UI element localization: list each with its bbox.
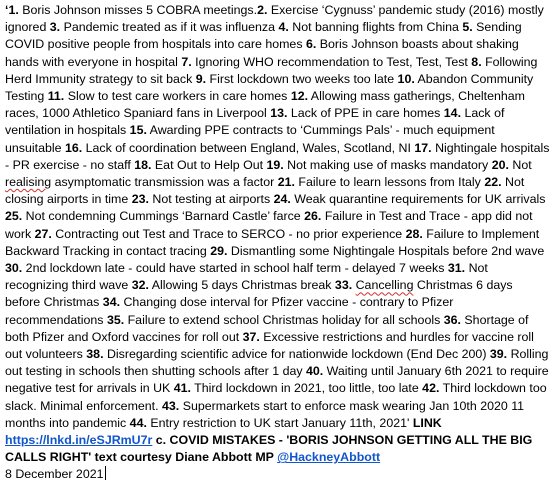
item-text: Changing dose interval for Pfizer vaccine - contrary to Pfizer recommendations: [5, 295, 454, 327]
mention-hackney-abbott[interactable]: @HackneyAbbott: [277, 450, 381, 465]
item-number: 44.: [129, 415, 147, 430]
item-text: Not banning flights from China: [288, 20, 463, 35]
item-text: Not making use of masks mandatory: [283, 157, 492, 172]
item-text: Entry restriction to UK start January 11th, 2021': [146, 415, 413, 430]
link-label: LINK: [412, 415, 442, 430]
item-text: 2nd lockdown late - could have started in school half term - delayed 7 weeks: [22, 261, 448, 276]
item-number: 7.: [181, 54, 192, 69]
mistakes-paragraph[interactable]: [5, 2, 551, 466]
item-number: 34.: [102, 295, 121, 310]
text-cursor: [105, 466, 106, 480]
item-text: Lack of ventilation in hospitals: [5, 106, 505, 138]
item-number: 31.: [447, 261, 466, 276]
item-text: Ignoring WHO recommendation to Test, Test, Test: [191, 54, 472, 69]
item-number: 21.: [277, 175, 295, 190]
item-number: 11.: [47, 89, 65, 104]
item-number: 36.: [443, 312, 461, 327]
item-number: 16.: [64, 140, 83, 155]
item-number: 8.: [471, 54, 482, 69]
item-text: Slow to test care workers in care homes: [64, 89, 291, 104]
item-text: Third lockdown too slack. Minimal enforcement.: [5, 381, 547, 413]
item-number: 22.: [484, 175, 502, 190]
item-number: 9.: [195, 71, 207, 86]
post-date: 8 December 2021: [5, 467, 104, 482]
item-text: Not testing at airports: [148, 192, 274, 207]
item-number: 28.: [405, 226, 423, 241]
item-text-continued: Christmas 6 days before Christmas: [5, 278, 513, 310]
item-text: Failure in Test and Trace - app did not work: [5, 209, 533, 241]
item-text: Nightingale hospitals - PR exercise - no staff: [5, 140, 550, 172]
item-number: 6.: [305, 37, 317, 52]
item-text: Dismantling some Nightingale Hospitals before 2nd wave: [227, 243, 545, 258]
shortened-link[interactable]: https://lnkd.in/eSJRmU7r: [5, 433, 153, 448]
item-text: Not closing airports in time: [5, 175, 525, 207]
item-text: Abandon Community Testing: [5, 71, 534, 104]
item-text: Weak quarantine requirements for UK arrivals: [290, 192, 546, 207]
item-number: 37.: [242, 329, 260, 344]
item-number: 30.: [5, 261, 23, 276]
item-text: Failure to extend school Christmas holiday for all schools: [124, 312, 444, 327]
closing-text: c. COVID MISTAKES - 'BORIS JOHNSON GETTING ALL THE BIG CALLS RIGHT' text courtesy Diane Abbott MP: [5, 433, 533, 465]
item-text: Not condemning Cummings ‘Barnard Castle’ farce: [22, 209, 305, 224]
item-number: 19.: [266, 157, 284, 172]
item-text: Lack of PPE in care homes: [287, 106, 444, 121]
item-text: Contracting out Test and Trace to SERCO - no prior experience: [51, 226, 406, 241]
item-number: 23.: [131, 192, 149, 207]
item-number: 42.: [422, 381, 440, 396]
item-number: 33.: [334, 278, 353, 293]
item-text: First lockdown two weeks too late: [206, 71, 398, 86]
item-number: 24.: [273, 192, 291, 207]
item-text: Pandemic treated as if it was influenza: [60, 20, 279, 35]
item-number: 17.: [414, 140, 432, 155]
item-number: ‘1.: [5, 3, 19, 17]
item-text: Shortage of both Pfizer and Oxford vaccines for roll out: [5, 312, 529, 344]
item-text: Failure to learn lessons from Italy: [294, 175, 485, 190]
item-number: 13.: [270, 106, 288, 121]
item-number: 35.: [106, 312, 125, 327]
item-text: Following Herd Immunity strategy to sit back: [5, 54, 538, 86]
item-text: Boris Johnson boasts about shaking hands with everyone in hospital: [5, 37, 519, 69]
item-number: 38.: [86, 347, 104, 362]
item-number: 39.: [489, 347, 508, 362]
item-text: Allowing 5 days Christmas break: [148, 278, 335, 293]
item-number: 15.: [129, 123, 147, 138]
item-number: 4.: [278, 20, 289, 35]
misspelled-word[interactable]: Cancelling: [355, 278, 414, 293]
item-text: Not: [508, 157, 532, 172]
item-text: Boris Johnson misses 5 COBRA meetings.: [18, 3, 258, 17]
item-number: 3.: [49, 20, 61, 35]
item-number: 18.: [134, 157, 152, 172]
item-number: 2.: [257, 3, 268, 17]
item-text: Not recognizing third wave: [5, 261, 488, 293]
item-number: 40.: [306, 364, 324, 379]
document-body[interactable]: [5, 2, 551, 484]
item-text: Disregarding scientific advice for nationwide lockdown (End Dec 200): [103, 347, 490, 362]
item-text: Rolling out testing in schools then shutting schools after 1 day: [5, 347, 549, 379]
item-number: 10.: [397, 71, 415, 86]
item-text-continued: asymptomatic transmission was a factor: [51, 175, 278, 190]
item-text: Lack of coordination between England, Wales, Scotland, NI: [82, 140, 415, 155]
date-line[interactable]: [5, 466, 551, 483]
item-number: 25.: [5, 209, 23, 224]
item-text: Failure to Implement Backward Tracking in contact tracing: [5, 226, 540, 258]
item-text: Waiting until January 6th 2021 to require negative test for arrivals in UK: [5, 364, 549, 396]
item-number: 5.: [462, 20, 473, 35]
item-text: Allowing mass gatherings, Cheltenham races, 1000 Athletico Spaniard fans in Liverpool: [5, 89, 525, 121]
item-text: Supermarkets start to enforce mask wearing Jan 10th 2020 11 months into pandemic: [5, 398, 525, 430]
item-number: 12.: [290, 89, 309, 104]
item-text: Awarding PPE contracts to ‘Cummings Pals’ - much equipment unsuitable: [5, 123, 495, 155]
misspelled-word[interactable]: realising: [5, 175, 52, 190]
item-number: 14.: [443, 106, 462, 121]
item-number: 26.: [304, 209, 322, 224]
item-number: 20.: [491, 157, 509, 172]
item-number: 27.: [34, 226, 52, 241]
item-text: Eat Out to Help Out: [151, 157, 267, 172]
item-number: 43.: [162, 398, 180, 413]
item-text: Exercise ‘Cygnuss’ pandemic study (2016) mostly ignored: [5, 3, 544, 35]
item-text: Sending COVID positive people from hospitals into care homes: [5, 20, 522, 52]
item-text: Excessive restrictions and hurdles for vaccine roll out volunteers: [5, 329, 534, 362]
item-number: 29.: [210, 243, 228, 258]
item-number: 41.: [173, 381, 191, 396]
item-text: Third lockdown in 2021, too little, too late: [190, 381, 423, 396]
item-number: 32.: [131, 278, 149, 293]
